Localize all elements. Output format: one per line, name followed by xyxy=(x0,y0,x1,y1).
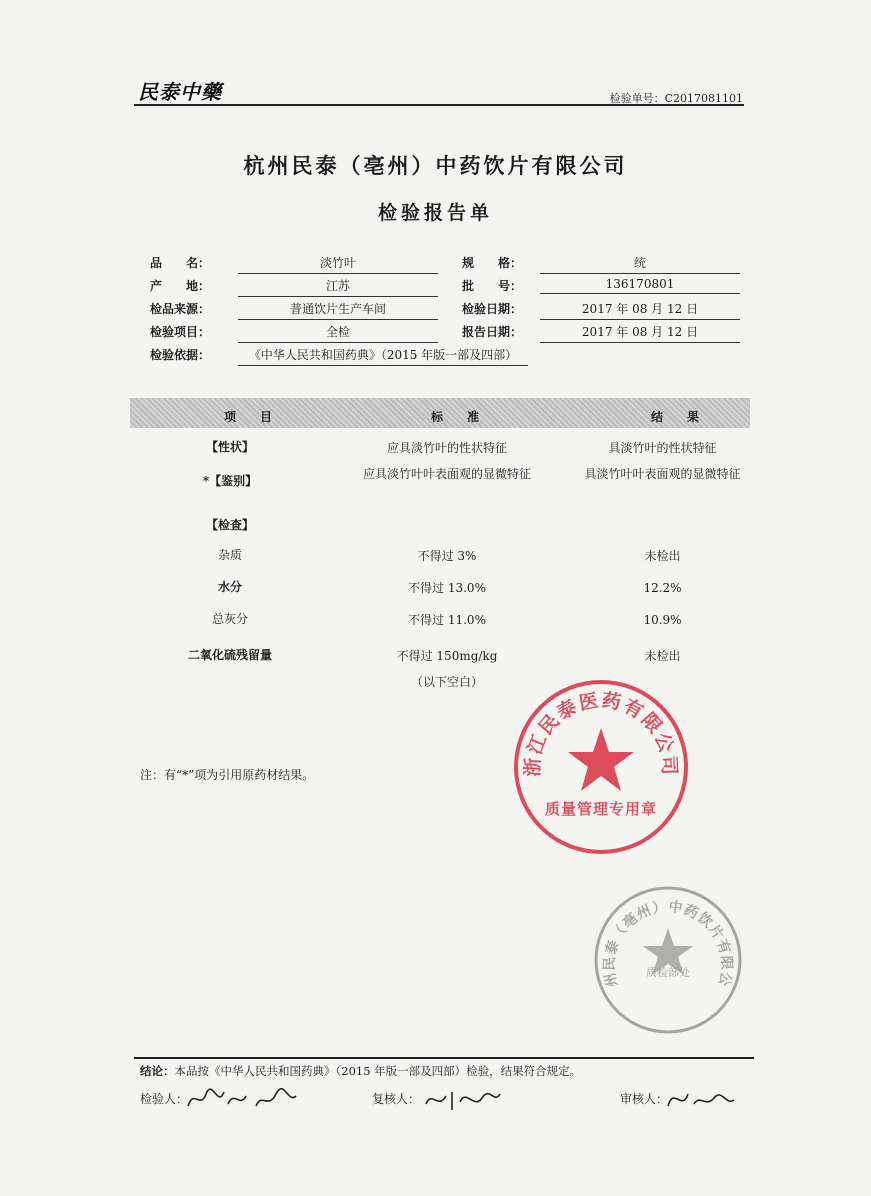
approver-label: 审核人： xyxy=(620,1092,669,1106)
reviewer-signature-icon xyxy=(420,1084,540,1114)
row-item: 二氧化硫残留量 xyxy=(187,648,272,662)
row-item: 总灰分 xyxy=(211,612,248,626)
info-row xyxy=(150,296,750,319)
info-row xyxy=(150,319,750,342)
signatures xyxy=(140,1090,760,1120)
red-seal-inner-text: 质量管理专用章 xyxy=(544,800,657,818)
document-title: 检验报告单 xyxy=(377,202,493,224)
info-row xyxy=(150,250,750,273)
product-name-label: 品 名： xyxy=(150,256,211,270)
product-info xyxy=(150,250,750,365)
approver-signature-icon xyxy=(664,1084,744,1114)
info-row xyxy=(150,273,750,296)
row-item: 杂质 xyxy=(217,548,242,562)
batch-value: 136170801 xyxy=(540,277,740,294)
items-label: 检验项目： xyxy=(150,325,211,339)
spec-label: 规 格： xyxy=(462,256,523,270)
row-standard: 应具淡竹叶的性状特征 xyxy=(386,441,507,455)
reviewer-label: 复核人： xyxy=(372,1092,421,1106)
row-item: 【检查】 xyxy=(205,518,254,532)
row-standard: 不得过 150mg/kg xyxy=(396,649,498,663)
row-result: 具淡竹叶叶表面观的显微特征 xyxy=(584,467,741,481)
row-standard: 应具淡竹叶叶表面观的显微特征 xyxy=(362,467,531,481)
row-standard: 不得过 13.0% xyxy=(408,581,486,595)
origin-value: 江苏 xyxy=(238,277,438,297)
company-name: 杭州民泰（亳州）中药饮片有限公司 xyxy=(243,154,628,178)
company-logo: 民泰中藥 xyxy=(138,80,222,104)
row-result: 具淡竹叶的性状特征 xyxy=(608,441,717,455)
blank-note: （以下空白） xyxy=(410,675,483,689)
gray-seal-icon xyxy=(592,884,744,1036)
inspect-date-label: 检验日期： xyxy=(462,302,523,316)
row-standard: 不得过 11.0% xyxy=(408,613,486,627)
footnote: 注：有“*”项为引用原药材结果。 xyxy=(140,768,315,782)
header-item: 项 目 xyxy=(223,410,272,424)
conclusion-text: 本品按《中华人民共和国药典》（2015 年版一部及四部）检验，结果符合规定。 xyxy=(174,1064,582,1078)
gray-inspection-seal xyxy=(592,884,744,1036)
row-item: 【性状】 xyxy=(205,440,254,454)
row-item: 水分 xyxy=(217,580,242,594)
origin-label: 产 地： xyxy=(150,279,211,293)
header-result: 结 果 xyxy=(650,410,699,424)
header-divider xyxy=(134,104,744,106)
inspector-label: 检验人： xyxy=(140,1092,189,1106)
red-seal-icon xyxy=(512,678,690,856)
results-table-header xyxy=(130,398,750,428)
report-date-label: 报告日期： xyxy=(462,325,523,339)
report-number: 检验单号：C2017081101 xyxy=(609,92,743,105)
info-row xyxy=(150,342,750,365)
items-value: 全检 xyxy=(238,323,438,343)
basis-value: 《中华人民共和国药典》（2015 年版一部及四部） xyxy=(238,346,528,366)
conclusion xyxy=(140,1063,581,1079)
red-seal-ring-text: 浙江民泰医药有限公司 xyxy=(521,689,681,778)
gray-seal-inner-text: 质检部处 xyxy=(646,966,690,979)
footer-divider xyxy=(134,1057,754,1059)
row-item: *【鉴别】 xyxy=(202,474,258,488)
basis-label: 检验依据： xyxy=(150,348,211,362)
row-result: 未检出 xyxy=(644,549,681,563)
row-result: 未检出 xyxy=(644,649,681,663)
report-date-value: 2017 年 08 月 12 日 xyxy=(540,323,740,343)
inspector-signature-icon xyxy=(184,1084,304,1114)
source-label: 检品来源： xyxy=(150,302,211,316)
row-standard: 不得过 3% xyxy=(417,549,477,563)
red-quality-seal xyxy=(512,678,690,856)
source-value: 普通饮片生产车间 xyxy=(238,300,438,320)
row-result: 10.9% xyxy=(643,613,682,627)
product-name-value: 淡竹叶 xyxy=(238,254,438,274)
row-result: 12.2% xyxy=(643,581,682,595)
gray-seal-ring-text: 州民泰（亳州）中药饮片有限公 xyxy=(601,899,735,989)
inspect-date-value: 2017 年 08 月 12 日 xyxy=(540,300,740,320)
spec-value: 统 xyxy=(540,254,740,274)
conclusion-label: 结论： xyxy=(140,1064,175,1078)
header-standard: 标 准 xyxy=(430,410,479,424)
batch-label: 批 号： xyxy=(462,279,523,293)
